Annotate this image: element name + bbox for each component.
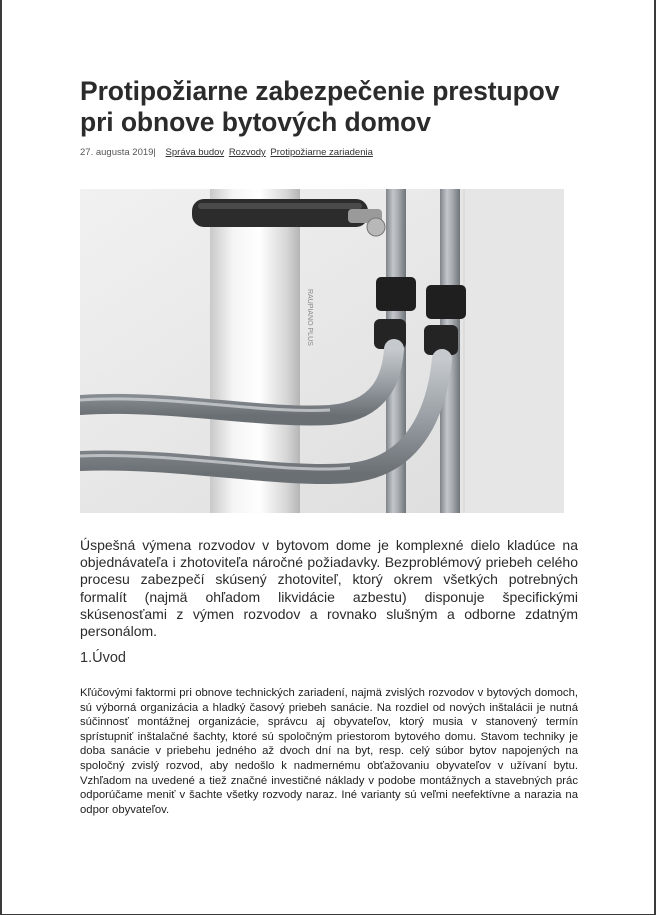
article-title: Protipožiarne zabezpečenie prestupov pri obnove bytových domov <box>80 76 560 137</box>
category-link-rozvody[interactable]: Rozvody <box>228 147 266 158</box>
article-date: 27. augusta 2019| <box>80 147 156 158</box>
article-hero-image <box>80 189 564 513</box>
page-border-left <box>0 0 2 915</box>
category-link-sprava-budov[interactable]: Správa budov <box>165 147 225 158</box>
article-paragraph: Kľúčovými faktormi pri obnove technických zariadení, najmä zvislých rozvodov v bytových domoch, sú výborná organizácia a hladký časový priebeh sanácie. Na rozdiel od nových inštalácii je nutná súčinnosť montážnej organizácie, správcu aj obyvateľov, ktorý musia v stanovený termín sprístupniť inštalačné šachty, ktoré sú spoločným priestorom bytového domu. Stavom techniky je doba sanácie v priebehu jedného až dvoch dní na byt, resp. celý súbor bytov napojených na spoločný zvislý rozvod, aby nedošlo k nadmernému obťažovaniu obyvateľov v užívaní bytu. Vzhľadom na uvedené a tiež značné investičné náklady v podobe montážnych a stavebných prác odporúčame meniť v šachte všetky rozvody naraz. Iné varianty sú veľmi neefektívne a narazia na odpor obyvateľov. <box>80 687 578 816</box>
article-meta <box>80 147 375 158</box>
article-lead: Úspešná výmena rozvodov v bytovom dome je komplexné dielo kladúce na objednávateľa i zhotoviteľa náročné požiadavky. Bezproblémový priebeh celého procesu zabezpečí skúsený zhotoviteľ, ktorý okrem všetkých potrebných formalít (najmä ohľadom likvidácie azbestu) disponuje špecifickými skúsenosťami z výmen rozvodov a rovnako slušným a odborne zdatným personálom. <box>80 537 578 640</box>
section-heading: 1.Úvod <box>80 650 126 666</box>
pipes-photo <box>80 189 564 513</box>
pipe-marking-text: RAUPIANO PLUS <box>306 289 313 346</box>
category-link-protipoziarne-zariadenia[interactable]: Protipožiarne zariadenia <box>270 147 373 158</box>
